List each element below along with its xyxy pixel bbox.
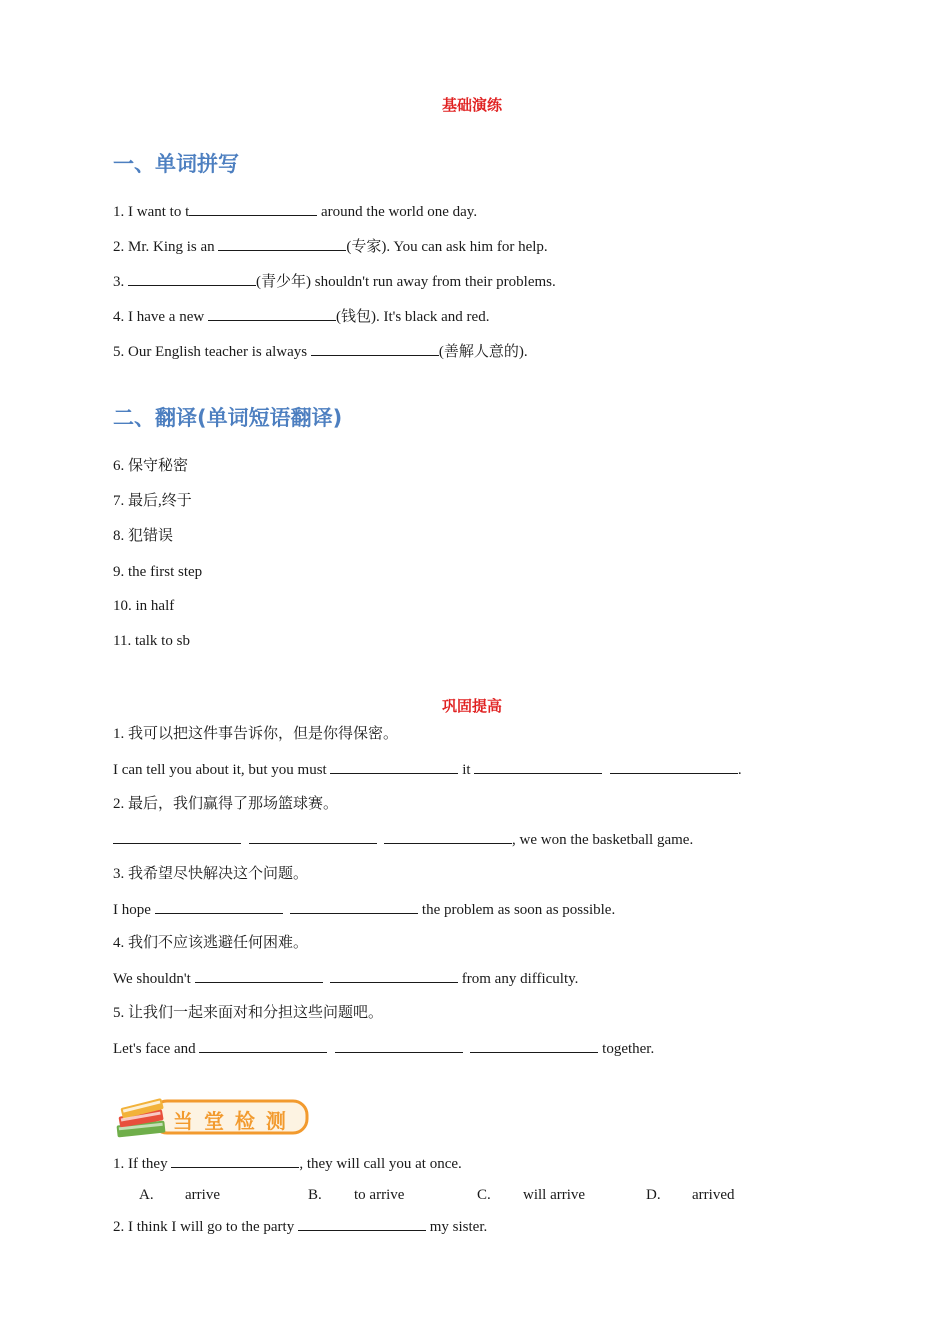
answer-blank[interactable] <box>290 899 418 914</box>
consolidate-q2-en <box>113 829 693 850</box>
q-text: , we won the basketball game. <box>512 832 694 848</box>
badge-label: 当 堂 检 测 <box>173 1109 288 1133</box>
q-text: 2. I think I will go to the party <box>113 1219 298 1235</box>
q-text: it <box>458 762 475 778</box>
consolidate-q1-en <box>113 759 742 780</box>
q-text: (善解人意的). <box>438 344 528 360</box>
translation-item: 8. 犯错误 <box>113 528 174 544</box>
spelling-q3 <box>113 271 556 292</box>
q-text: 4. I have a new <box>113 309 208 325</box>
answer-blank[interactable] <box>128 271 256 286</box>
option-b-text: to arrive <box>354 1187 405 1203</box>
consolidate-q4-cn: 4. 我们不应该逃避任何困难。 <box>113 935 309 951</box>
in-class-check-badge <box>113 1093 313 1143</box>
check-q2 <box>113 1216 487 1237</box>
answer-blank[interactable] <box>155 899 283 914</box>
option-c-text: will arrive <box>523 1187 586 1203</box>
translation-item: 10. in half <box>113 598 175 614</box>
option-letter: A. <box>139 1187 154 1203</box>
answer-blank[interactable] <box>298 1216 426 1231</box>
option-b[interactable] <box>308 1185 322 1205</box>
consolidate-q5-en <box>113 1038 654 1059</box>
consolidate-title: 巩固提高 <box>442 699 503 715</box>
option-letter: C. <box>477 1187 491 1203</box>
option-d-text: arrived <box>692 1187 735 1203</box>
q-text: I hope <box>113 902 155 918</box>
option-letter: D. <box>646 1187 661 1203</box>
answer-blank[interactable] <box>249 829 377 844</box>
consolidate-q1-cn: 1. 我可以把这件事告诉你，但是你得保密。 <box>113 726 399 742</box>
q-text: the problem as soon as possible. <box>418 902 616 918</box>
q-text: around the world one day. <box>317 204 478 220</box>
q-text: together. <box>598 1041 655 1057</box>
consolidate-q5-cn: 5. 让我们一起来面对和分担这些问题吧。 <box>113 1005 384 1021</box>
section-heading-spelling: 一、单词拼写 <box>113 152 239 176</box>
q-text: , they will call you at once. <box>299 1156 462 1172</box>
option-a-text: arrive <box>185 1187 220 1203</box>
q-text: (青少年) shouldn't run away from their problems. <box>256 274 556 290</box>
translation-item: 11. talk to sb <box>113 633 190 649</box>
q-text: from any difficulty. <box>458 971 579 987</box>
answer-blank[interactable] <box>330 968 458 983</box>
option-c[interactable] <box>477 1185 491 1205</box>
answer-blank[interactable] <box>208 306 336 321</box>
option-letter: B. <box>308 1187 322 1203</box>
option-a[interactable] <box>139 1185 154 1205</box>
answer-blank[interactable] <box>199 1038 327 1053</box>
consolidate-q4-en <box>113 968 578 989</box>
consolidate-q3-cn: 3. 我希望尽快解决这个问题。 <box>113 866 309 882</box>
answer-blank[interactable] <box>311 341 439 356</box>
section-heading-translation: 二、翻译(单词短语翻译) <box>113 406 343 430</box>
answer-blank[interactable] <box>195 968 323 983</box>
answer-blank[interactable] <box>474 759 602 774</box>
answer-blank[interactable] <box>189 201 317 216</box>
spelling-q1 <box>113 201 477 222</box>
answer-blank[interactable] <box>470 1038 598 1053</box>
answer-blank[interactable] <box>610 759 738 774</box>
q-text: (钱包). It's black and red. <box>335 309 490 325</box>
consolidate-q3-en <box>113 899 615 920</box>
basic-practice-title: 基础演练 <box>442 98 503 114</box>
consolidate-q2-cn: 2. 最后，我们赢得了那场篮球赛。 <box>113 796 339 812</box>
spelling-q2 <box>113 236 548 257</box>
q-text: 3. <box>113 274 128 290</box>
q-text: 1. I want to t <box>113 204 190 220</box>
answer-blank[interactable] <box>335 1038 463 1053</box>
q-text: We shouldn't <box>113 971 195 987</box>
answer-blank[interactable] <box>330 759 458 774</box>
q-text: I can tell you about it, but you must <box>113 762 331 778</box>
q-text: 5. Our English teacher is always <box>113 344 311 360</box>
spelling-q5 <box>113 341 528 362</box>
check-q1 <box>113 1153 462 1174</box>
translation-item: 7. 最后,终于 <box>113 493 192 509</box>
answer-blank[interactable] <box>113 829 241 844</box>
q-text: Let's face and <box>113 1041 200 1057</box>
q-text: . <box>737 762 742 778</box>
q-text: my sister. <box>425 1219 488 1235</box>
answer-blank[interactable] <box>171 1153 299 1168</box>
option-d[interactable] <box>646 1185 661 1205</box>
q-text: (专家). You can ask him for help. <box>346 239 548 255</box>
translation-item: 9. the first step <box>113 564 203 580</box>
answer-blank[interactable] <box>218 236 346 251</box>
spelling-q4 <box>113 306 489 327</box>
translation-item: 6. 保守秘密 <box>113 458 189 474</box>
q-text: 1. If they <box>113 1156 172 1172</box>
q-text: 2. Mr. King is an <box>113 239 219 255</box>
answer-blank[interactable] <box>384 829 512 844</box>
